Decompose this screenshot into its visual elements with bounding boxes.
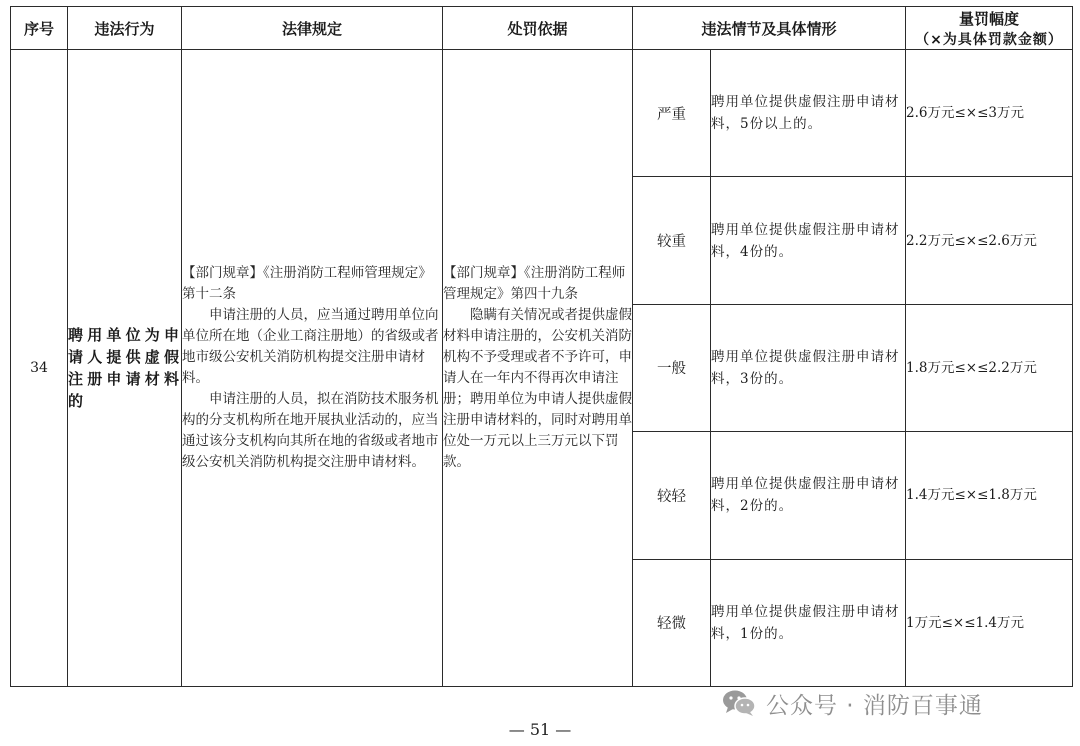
page-number: — 51 — — [508, 720, 572, 739]
header-row — [11, 7, 1073, 50]
watermark-text: 公众号 · 消防百事通 — [766, 692, 983, 719]
header-penalty-title: 量罚幅度 — [959, 9, 1020, 28]
range-cell: 2.6万元≤×≤3万元 — [906, 50, 1073, 177]
range-cell: 1.8万元≤×≤2.2万元 — [906, 304, 1073, 431]
row-seq: 34 — [11, 50, 68, 687]
level-cell: 一般 — [633, 304, 711, 431]
header-circumstance: 违法情节及具体情形 — [633, 7, 906, 50]
header-law: 法律规定 — [182, 7, 443, 50]
law-paragraph: 申请注册的人员，拟在消防技术服务机构的分支机构所在地开展执业活动的，应当通过该分支机构向其所在地的省级或者地市级公安机关消防机构提交注册申请材料。 — [182, 391, 439, 470]
detail-cell: 聘用单位提供虚假注册申请材料，2份的。 — [711, 432, 906, 559]
basis-paragraph: 隐瞒有关情况或者提供虚假材料申请注册的，公安机关消防机构不予受理或者不予许可，申请人在一年内不得再次申请注册；聘用单位为申请人提供虚假注册申请材料的，同时对聘用单位处一万元以上三万元以下罚款。 — [443, 307, 632, 470]
range-cell: 1.4万元≤×≤1.8万元 — [906, 432, 1073, 559]
row-basis — [443, 50, 633, 687]
detail-cell: 聘用单位提供虚假注册申请材料，3份的。 — [711, 304, 906, 431]
detail-cell: 聘用单位提供虚假注册申请材料，5份以上的。 — [711, 50, 906, 177]
row-law — [182, 50, 443, 687]
table-row — [11, 50, 1073, 177]
watermark — [722, 684, 983, 722]
header-act: 违法行为 — [68, 7, 182, 50]
wechat-icon — [722, 689, 756, 717]
level-cell: 严重 — [633, 50, 711, 177]
law-paragraph: 申请注册的人员，应当通过聘用单位向单位所在地（企业工商注册地）的省级或者地市级公安机关消防机构提交注册申请材料。 — [182, 307, 439, 386]
range-cell: 2.2万元≤×≤2.6万元 — [906, 177, 1073, 304]
header-seq: 序号 — [11, 7, 68, 50]
row-act: 聘用单位为申请人提供虚假注册申请材料的 — [68, 50, 182, 687]
basis-citation: 【部门规章】《注册消防工程师管理规定》第四十九条 — [443, 265, 626, 302]
header-penalty-note: （×为具体罚款金额） — [915, 31, 1063, 48]
level-cell: 较重 — [633, 177, 711, 304]
law-citation: 【部门规章】《注册消防工程师管理规定》第十二条 — [182, 265, 432, 302]
penalty-table — [10, 6, 1073, 687]
header-basis: 处罚依据 — [443, 7, 633, 50]
header-penalty — [906, 7, 1073, 50]
range-cell: 1万元≤×≤1.4万元 — [906, 559, 1073, 686]
level-cell: 较轻 — [633, 432, 711, 559]
level-cell: 轻微 — [633, 559, 711, 686]
detail-cell: 聘用单位提供虚假注册申请材料，1份的。 — [711, 559, 906, 686]
detail-cell: 聘用单位提供虚假注册申请材料，4份的。 — [711, 177, 906, 304]
